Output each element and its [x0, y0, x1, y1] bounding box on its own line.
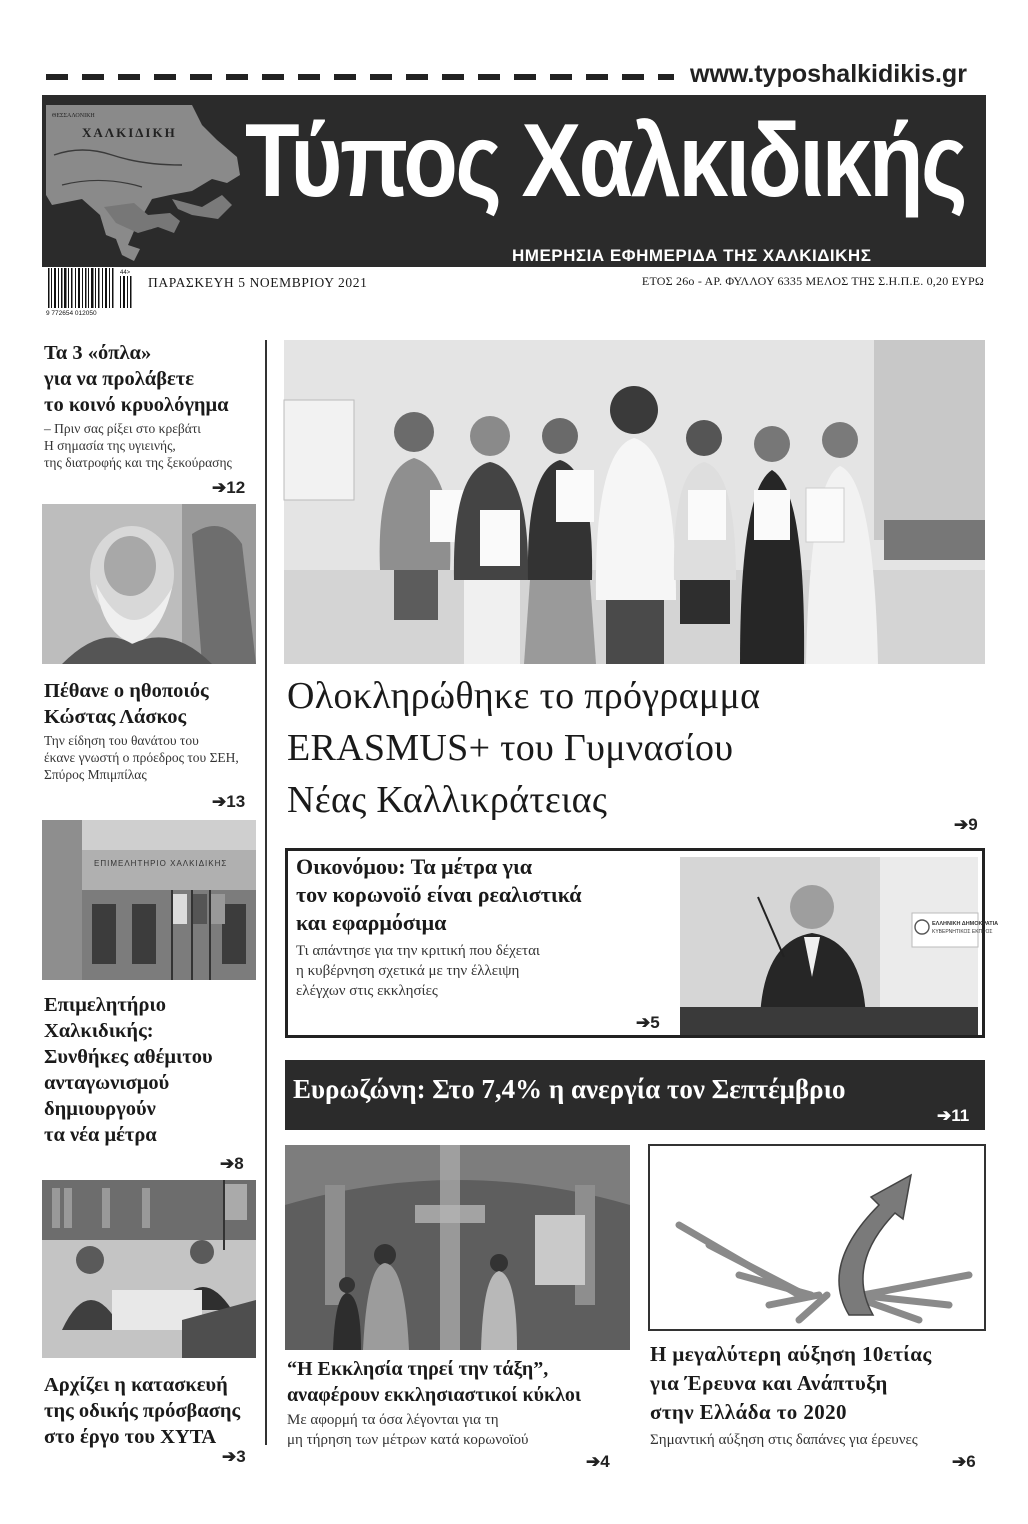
research-summary: Σημαντική αύξηση στις δαπάνες για έρευνες	[650, 1432, 918, 1448]
page-ref-13[interactable]: ➔13	[212, 792, 246, 811]
economou-photo	[680, 857, 999, 1035]
barcode-addon: 44>	[120, 270, 131, 276]
eurozone-banner[interactable]	[285, 1060, 985, 1130]
sidebar-story-headline: Επιμελητήριο Χαλκιδικής: Συνθήκες αθέμιτου ανταγωνισμού δημιουργούν τα νέα μέτρα	[44, 994, 213, 1146]
sidebar-story-headline: Αρχίζει η κατασκευή της οδικής πρόσβασης στο έργο του ΧΥΤΑ	[44, 1374, 241, 1448]
page-ref-11[interactable]: ➔11	[937, 1106, 970, 1125]
podium-sign-line2: ΚΥΒΕΡΝΗΤΙΚΟΣ ΕΚΠΡΟΣ	[932, 929, 993, 935]
sidebar-story-headline: Τα 3 «όπλα» για να προλάβετε το κοινό κρυολόγημα	[44, 342, 229, 416]
sidebar-story-headline: Πέθανε ο ηθοποιός Κώστας Λάσκος	[44, 680, 209, 728]
newspaper-title: Τύπος Χαλκιδικής	[245, 103, 965, 219]
chamber-building-photo	[42, 820, 256, 980]
eurozone-headline: Ευρωζώνη: Στο 7,4% η ανεργία τον Σεπτέμβριο	[293, 1074, 846, 1104]
erasmus-group-photo	[284, 340, 985, 664]
actor-photo	[42, 504, 256, 664]
main-story-headline[interactable]: Ολοκληρώθηκε το πρόγραμμα ERASMUS+ του Γυμνασίου Νέας Καλλικράτειας	[287, 675, 761, 821]
sidebar-story-summary: – Πριν σας ρίξει στο κρεβάτι Η σημασία της υγιεινής, της διατροφής και της ξεκούρασης	[44, 421, 232, 470]
sidebar-story-cold[interactable]	[44, 340, 259, 471]
page-ref-4[interactable]: ➔4	[586, 1452, 610, 1471]
barcode-number: 9 772654 012050	[46, 310, 97, 317]
podium-sign-line1: ΕΛΛΗΝΙΚΗ ΔΗΜΟΚΡΑΤΙΑ	[932, 921, 999, 927]
page-ref-9[interactable]: ➔9	[954, 815, 978, 834]
church-headline[interactable]: “Η Εκκλησία τηρεί την τάξη”, αναφέρουν εκκλησιαστικοί κύκλοι	[287, 1358, 582, 1406]
economou-summary: Τι απάντησε για την κριτική που δέχεται η κυβέρνηση σχετικά με την έλλειψη ελέγχων στις εκκλησίες	[296, 943, 540, 999]
sidebar-story-laskos[interactable]	[44, 678, 264, 783]
barcode	[44, 268, 142, 316]
page-ref-6[interactable]: ➔6	[952, 1452, 976, 1471]
page-ref-3[interactable]: ➔3	[222, 1447, 246, 1466]
economou-story-box[interactable]	[285, 848, 999, 1038]
sidebar-story-chamber[interactable]	[44, 992, 264, 1148]
building-sign: ΕΠΙΜΕΛΗΤΗΡΙΟ ΧΑΛΚΙΔΙΚΗΣ	[94, 859, 228, 868]
meeting-photo	[42, 1180, 256, 1358]
growth-arrow-illustration	[649, 1145, 985, 1330]
research-headline[interactable]: Η μεγαλύτερη αύξηση 10ετίας για Έρευνα και Ανάπτυξη στην Ελλάδα το 2020	[650, 1342, 932, 1424]
map-label-main: ΧΑΛΚΙΔΙΚΗ	[82, 125, 177, 140]
issue-info: ΕΤΟΣ 26ο - ΑΡ. ΦΥΛΛΟΥ 6335 ΜΕΛΟΣ ΤΗΣ Σ.Η.Π.Ε. 0,20 ΕΥΡΩ	[641, 274, 984, 288]
church-photo	[285, 1145, 630, 1350]
header-dash-rule	[46, 74, 674, 80]
church-summary: Με αφορμή τα όσα λέγονται για τη μη τήρηση των μέτρων κατά κορωνοϊού	[287, 1412, 529, 1448]
sidebar-story-summary: Την είδηση του θανάτου του έκανε γνωστή ο πρόεδρος του ΣΕΗ, Σπύρος Μπιμπίλας	[44, 733, 239, 782]
chalkidiki-map-illustration	[42, 95, 242, 267]
map-label-top: ΘΕΣΣΑΛΟΝΙΚΗ	[52, 113, 95, 119]
page-ref-8[interactable]: ➔8	[220, 1154, 244, 1173]
website-url[interactable]: www.typoshalkidikis.gr	[690, 60, 967, 88]
issue-date: ΠΑΡΑΣΚΕΥΗ 5 ΝΟΕΜΒΡΙΟΥ 2021	[148, 275, 368, 290]
sidebar-story-landfill[interactable]	[44, 1372, 264, 1450]
page-ref-5[interactable]: ➔5	[636, 1013, 660, 1032]
economou-headline: Οικονόμου: Τα μέτρα για τον κορωνοϊό είναι ρεαλιστικά και εφαρμόσιμα	[296, 854, 582, 935]
newspaper-subtitle: ΗΜΕΡΗΣΙΑ ΕΦΗΜΕΡΙΔΑ ΤΗΣ ΧΑΛΚΙΔΙΚΗΣ	[512, 246, 872, 265]
page-ref-12[interactable]: ➔12	[212, 478, 246, 497]
column-divider	[265, 340, 267, 1445]
